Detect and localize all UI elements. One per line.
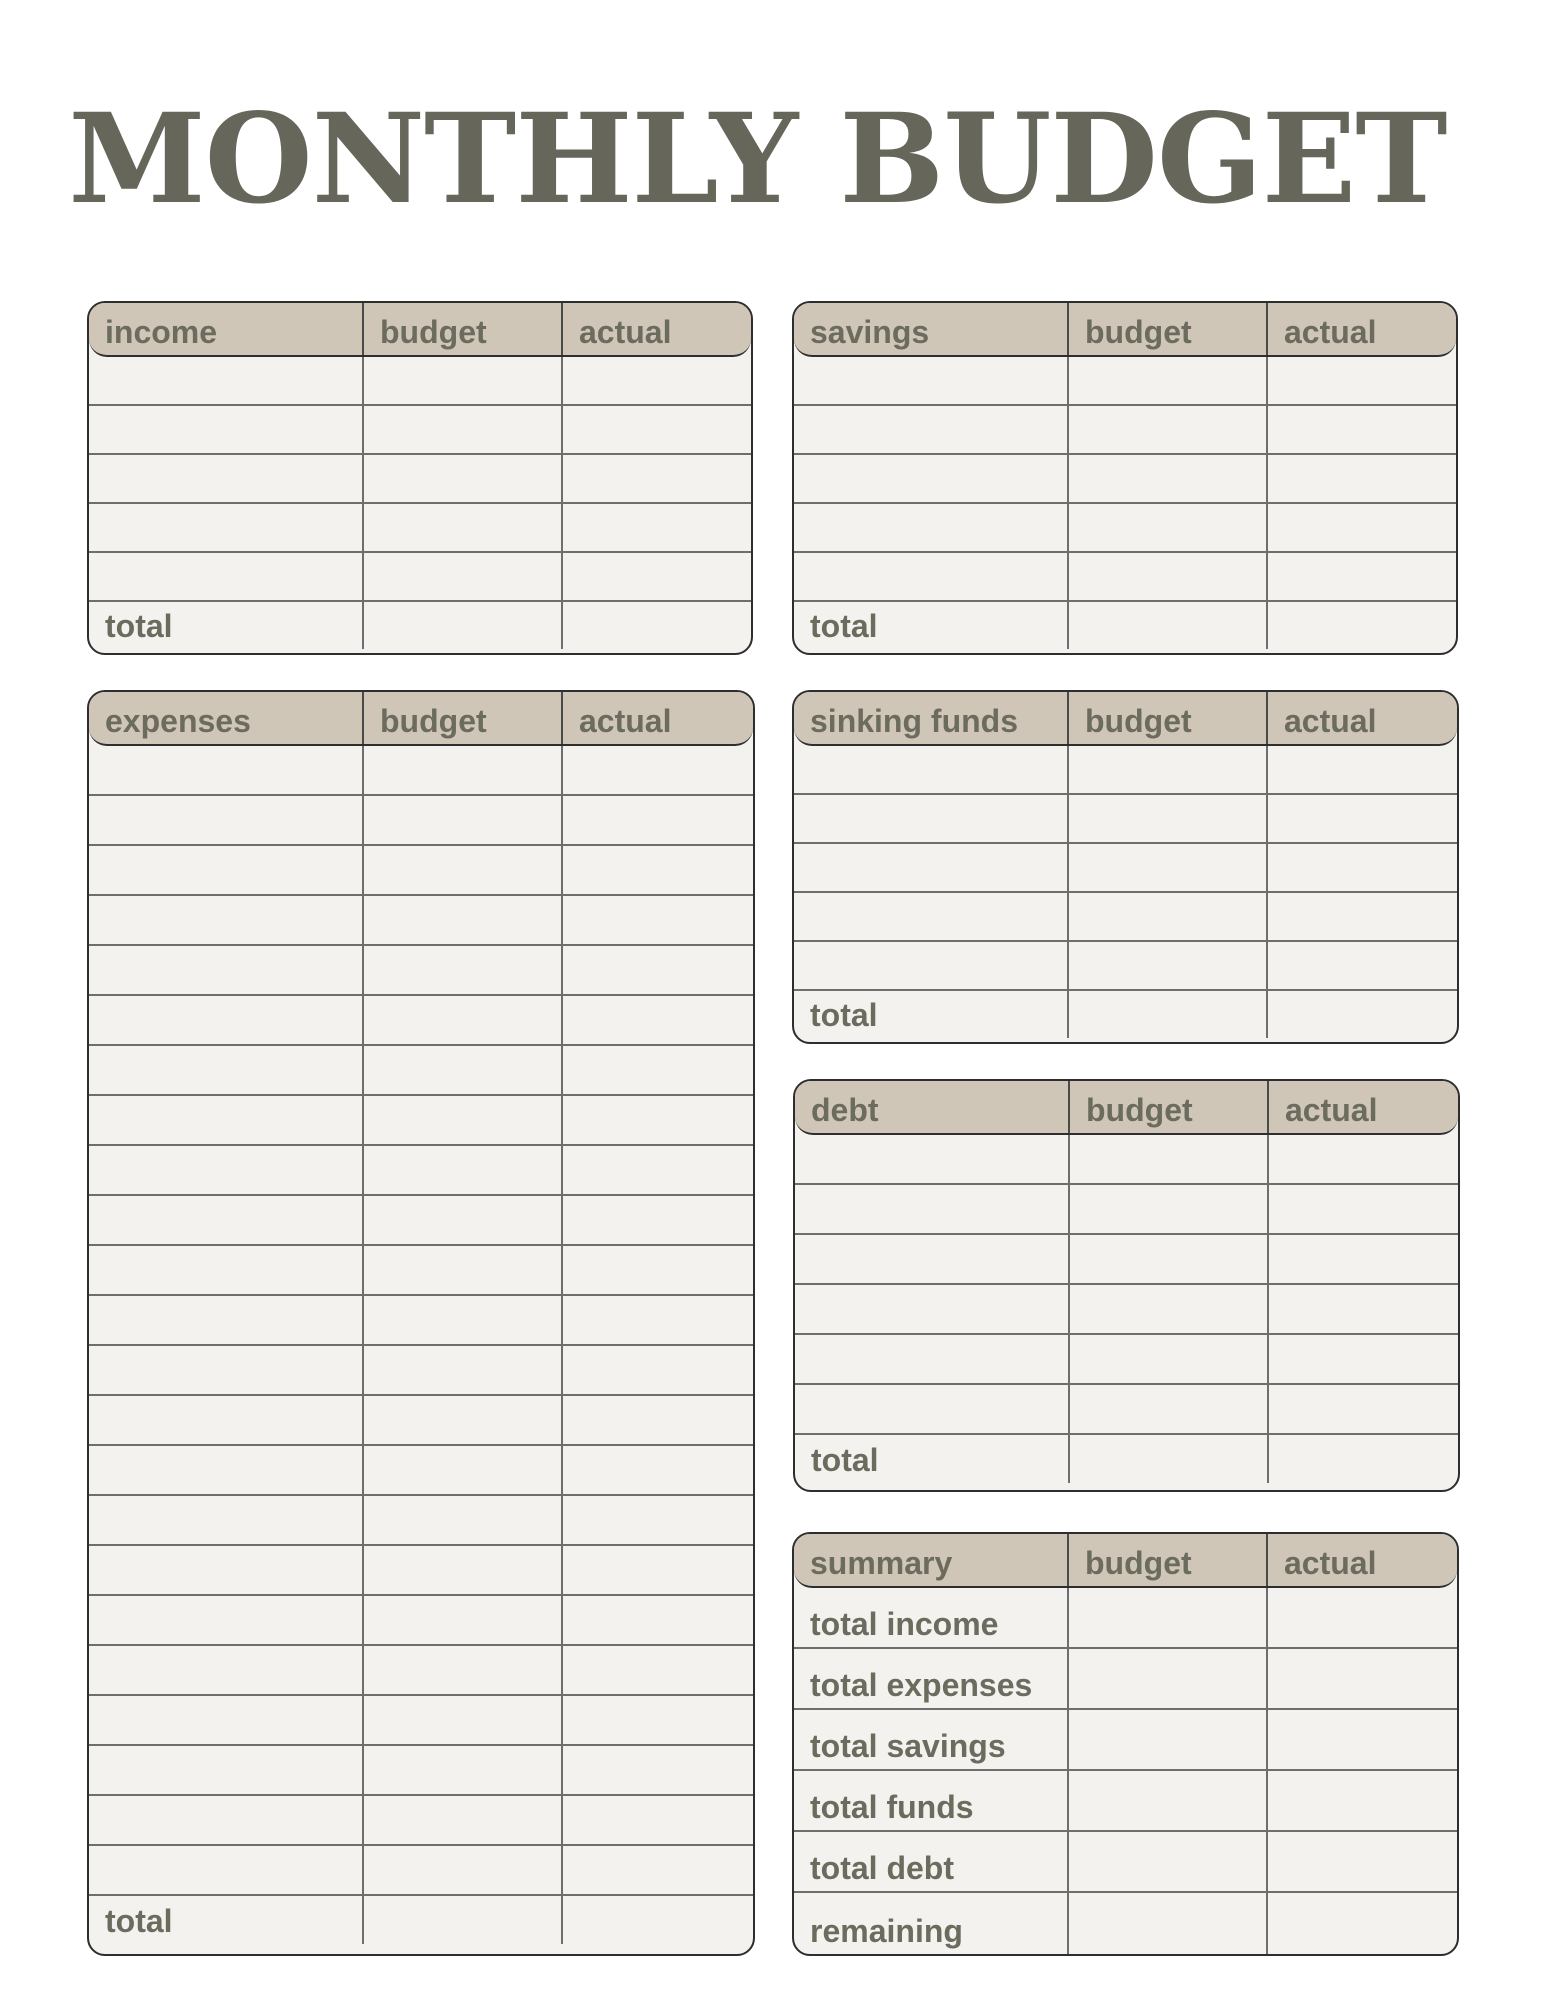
summary-row-label: remaining (794, 1893, 1069, 1954)
debt-actual-cell[interactable] (1269, 1185, 1458, 1233)
sinking-funds-row (794, 942, 1457, 991)
summary-row-label: total debt (794, 1832, 1069, 1891)
summary-row (794, 1771, 1457, 1832)
expenses-row-label[interactable] (89, 996, 364, 1044)
expenses-row-label[interactable] (89, 846, 364, 894)
expenses-row-label[interactable] (89, 1496, 364, 1544)
savings-header (794, 303, 1456, 357)
expenses-row (89, 1096, 753, 1146)
debt-budget-cell[interactable] (1070, 1285, 1269, 1333)
expenses-actual-cell[interactable] (563, 1696, 753, 1744)
expenses-budget-cell[interactable] (364, 846, 563, 894)
summary-actual-cell[interactable] (1268, 1832, 1457, 1891)
sinking-funds-budget-cell[interactable] (1069, 746, 1268, 793)
income-header (89, 303, 751, 357)
expenses-budget-cell[interactable] (364, 1246, 563, 1294)
sinking-funds-actual-cell[interactable] (1268, 942, 1457, 989)
income-budget-cell[interactable] (364, 357, 563, 404)
savings-row (794, 455, 1456, 504)
expenses-row-label[interactable] (89, 1746, 364, 1794)
expenses-row-label[interactable] (89, 1846, 364, 1894)
expenses-row (89, 1796, 753, 1846)
savings-row (794, 553, 1456, 602)
expenses-row-label[interactable] (89, 1046, 364, 1094)
income-budget-cell[interactable] (364, 455, 563, 502)
savings-budget-cell[interactable] (1069, 455, 1268, 502)
expenses-row-label[interactable] (89, 1246, 364, 1294)
sinking-funds-row-label[interactable] (794, 844, 1069, 891)
income-actual-cell[interactable] (563, 357, 751, 404)
expenses-actual-cell[interactable] (563, 846, 753, 894)
debt-header-debt: debt (795, 1081, 1070, 1133)
sinking-funds-row-label[interactable] (794, 942, 1069, 989)
expenses-actual-cell[interactable] (563, 1896, 753, 1944)
expenses-budget-cell[interactable] (364, 1496, 563, 1544)
summary-actual-cell[interactable] (1268, 1649, 1457, 1708)
expenses-row (89, 1196, 753, 1246)
expenses-row-label[interactable] (89, 1096, 364, 1144)
savings-row-label[interactable] (794, 406, 1069, 453)
expenses-actual-cell[interactable] (563, 1796, 753, 1844)
expenses-budget-cell[interactable] (364, 946, 563, 994)
savings-table (792, 301, 1458, 655)
expenses-budget-cell[interactable] (364, 1196, 563, 1244)
debt-actual-cell[interactable] (1269, 1235, 1458, 1283)
sinking-funds-actual-cell[interactable] (1268, 844, 1457, 891)
sinking-funds-header-actual: actual (1284, 703, 1377, 739)
expenses-row (89, 1646, 753, 1696)
expenses-row-label[interactable] (89, 1596, 364, 1644)
sinking-funds-total-row (794, 991, 1457, 1038)
expenses-budget-cell[interactable] (364, 1096, 563, 1144)
savings-header-budget: budget (1069, 303, 1268, 355)
debt-total-row (795, 1435, 1458, 1483)
debt-row-label[interactable] (795, 1285, 1070, 1333)
summary-budget-cell[interactable] (1069, 1771, 1268, 1830)
debt-header-budget: budget (1070, 1081, 1269, 1133)
income-actual-cell[interactable] (563, 553, 751, 600)
savings-body (794, 357, 1456, 649)
savings-budget-cell[interactable] (1069, 602, 1268, 649)
summary-actual-cell[interactable] (1268, 1588, 1457, 1647)
savings-total-label: total (794, 602, 1069, 649)
sinking-funds-budget-cell[interactable] (1069, 991, 1268, 1038)
expenses-actual-cell[interactable] (563, 796, 753, 844)
sinking-funds-total-label: total (794, 991, 1069, 1038)
expenses-header-actual: actual (579, 703, 672, 739)
expenses-actual-cell[interactable] (563, 1746, 753, 1794)
summary-row (794, 1893, 1457, 1954)
savings-row-label[interactable] (794, 553, 1069, 600)
summary-budget-cell[interactable] (1069, 1588, 1268, 1647)
savings-row-label[interactable] (794, 357, 1069, 404)
debt-budget-cell[interactable] (1070, 1335, 1269, 1383)
expenses-budget-cell[interactable] (364, 1296, 563, 1344)
expenses-budget-cell[interactable] (364, 1546, 563, 1594)
debt-budget-cell[interactable] (1070, 1435, 1269, 1483)
expenses-row (89, 1746, 753, 1796)
expenses-header-expenses: expenses (89, 692, 364, 744)
expenses-budget-cell[interactable] (364, 1746, 563, 1794)
summary-row-label: total funds (794, 1771, 1069, 1830)
debt-actual-cell[interactable] (1269, 1135, 1458, 1183)
expenses-budget-cell[interactable] (364, 1046, 563, 1094)
debt-table (793, 1079, 1460, 1492)
expenses-budget-cell[interactable] (364, 1696, 563, 1744)
summary-header-budget: budget (1069, 1534, 1268, 1586)
summary-actual-cell[interactable] (1268, 1771, 1457, 1830)
expenses-budget-cell[interactable] (364, 996, 563, 1044)
debt-budget-cell[interactable] (1070, 1185, 1269, 1233)
debt-budget-cell[interactable] (1070, 1135, 1269, 1183)
summary-row-label: total savings (794, 1710, 1069, 1769)
debt-total-label: total (795, 1435, 1070, 1483)
summary-row (794, 1710, 1457, 1771)
income-budget-cell[interactable] (364, 602, 563, 649)
income-body (89, 357, 751, 649)
income-budget-cell[interactable] (364, 406, 563, 453)
savings-actual-cell[interactable] (1268, 406, 1456, 453)
summary-header-actual: actual (1284, 1545, 1377, 1581)
expenses-row-label[interactable] (89, 746, 364, 794)
expenses-row-label[interactable] (89, 1346, 364, 1394)
income-actual-cell[interactable] (563, 602, 751, 649)
sinking-funds-budget-cell[interactable] (1069, 795, 1268, 842)
summary-row (794, 1832, 1457, 1893)
expenses-budget-cell[interactable] (364, 1846, 563, 1894)
sinking-funds-actual-cell[interactable] (1268, 991, 1457, 1038)
debt-header (795, 1081, 1458, 1135)
expenses-actual-cell[interactable] (563, 1846, 753, 1894)
expenses-row-label[interactable] (89, 1696, 364, 1744)
expenses-row (89, 1296, 753, 1346)
expenses-budget-cell[interactable] (364, 1446, 563, 1494)
summary-row (794, 1649, 1457, 1710)
expenses-total-row (89, 1896, 753, 1944)
expenses-row (89, 1546, 753, 1596)
debt-row (795, 1235, 1458, 1285)
income-row (89, 406, 751, 455)
expenses-budget-cell[interactable] (364, 1896, 563, 1944)
savings-actual-cell[interactable] (1268, 602, 1456, 649)
expenses-row (89, 1046, 753, 1096)
expenses-row (89, 1146, 753, 1196)
expenses-actual-cell[interactable] (563, 1196, 753, 1244)
sinking-funds-header-budget: budget (1069, 692, 1268, 744)
expenses-row-label[interactable] (89, 1196, 364, 1244)
expenses-row (89, 1496, 753, 1546)
debt-header-actual: actual (1285, 1092, 1378, 1128)
income-row-label[interactable] (89, 455, 364, 502)
expenses-actual-cell[interactable] (563, 1396, 753, 1444)
savings-actual-cell[interactable] (1268, 553, 1456, 600)
expenses-row-label[interactable] (89, 1146, 364, 1194)
savings-actual-cell[interactable] (1268, 504, 1456, 551)
sinking-funds-budget-cell[interactable] (1069, 844, 1268, 891)
income-row-label[interactable] (89, 357, 364, 404)
summary-table (792, 1532, 1459, 1956)
sinking-funds-row-label[interactable] (794, 795, 1069, 842)
savings-row-label[interactable] (794, 504, 1069, 551)
expenses-header-budget: budget (364, 692, 563, 744)
income-row (89, 357, 751, 406)
summary-budget-cell[interactable] (1069, 1832, 1268, 1891)
savings-budget-cell[interactable] (1069, 357, 1268, 404)
sinking-funds-table (792, 690, 1459, 1044)
expenses-row (89, 846, 753, 896)
income-header-actual: actual (579, 314, 672, 350)
expenses-row (89, 1346, 753, 1396)
sinking-funds-budget-cell[interactable] (1069, 942, 1268, 989)
sinking-funds-row-label[interactable] (794, 746, 1069, 793)
expenses-budget-cell[interactable] (364, 1646, 563, 1694)
income-actual-cell[interactable] (563, 504, 751, 551)
sinking-funds-row-label[interactable] (794, 893, 1069, 940)
income-row (89, 553, 751, 602)
savings-budget-cell[interactable] (1069, 406, 1268, 453)
expenses-row (89, 1246, 753, 1296)
expenses-row (89, 946, 753, 996)
expenses-row (89, 1596, 753, 1646)
sinking-funds-actual-cell[interactable] (1268, 746, 1457, 793)
savings-header-actual: actual (1284, 314, 1377, 350)
expenses-budget-cell[interactable] (364, 1146, 563, 1194)
expenses-row-label[interactable] (89, 1296, 364, 1344)
expenses-budget-cell[interactable] (364, 796, 563, 844)
expenses-actual-cell[interactable] (563, 1246, 753, 1294)
expenses-budget-cell[interactable] (364, 1796, 563, 1844)
savings-budget-cell[interactable] (1069, 553, 1268, 600)
savings-actual-cell[interactable] (1268, 455, 1456, 502)
debt-row-label[interactable] (795, 1335, 1070, 1383)
expenses-actual-cell[interactable] (563, 1296, 753, 1344)
page-title: MONTHLY BUDGET (68, 87, 1447, 232)
savings-row (794, 357, 1456, 406)
debt-budget-cell[interactable] (1070, 1235, 1269, 1283)
income-row-label[interactable] (89, 504, 364, 551)
expenses-table (87, 690, 755, 1956)
income-row (89, 455, 751, 504)
expenses-row (89, 796, 753, 846)
expenses-row-label[interactable] (89, 796, 364, 844)
expenses-row-label[interactable] (89, 946, 364, 994)
income-budget-cell[interactable] (364, 553, 563, 600)
income-table (87, 301, 753, 655)
expenses-header (89, 692, 753, 746)
sinking-funds-header (794, 692, 1457, 746)
expenses-actual-cell[interactable] (563, 1546, 753, 1594)
summary-header-summary: summary (794, 1534, 1069, 1586)
expenses-budget-cell[interactable] (364, 1596, 563, 1644)
income-row-label[interactable] (89, 553, 364, 600)
income-total-label: total (89, 602, 364, 649)
summary-budget-cell[interactable] (1069, 1649, 1268, 1708)
debt-row (795, 1135, 1458, 1185)
expenses-row-label[interactable] (89, 1396, 364, 1444)
summary-budget-cell[interactable] (1069, 1893, 1268, 1954)
expenses-actual-cell[interactable] (563, 1596, 753, 1644)
savings-total-row (794, 602, 1456, 649)
debt-actual-cell[interactable] (1269, 1435, 1458, 1483)
summary-actual-cell[interactable] (1268, 1710, 1457, 1769)
sinking-funds-row (794, 795, 1457, 844)
expenses-row-label[interactable] (89, 896, 364, 944)
sinking-funds-body (794, 746, 1457, 1038)
expenses-body (89, 746, 753, 1944)
expenses-row (89, 1446, 753, 1496)
debt-actual-cell[interactable] (1269, 1385, 1458, 1433)
summary-row-label: total expenses (794, 1649, 1069, 1708)
expenses-row (89, 996, 753, 1046)
debt-row-label[interactable] (795, 1385, 1070, 1433)
debt-row (795, 1185, 1458, 1235)
debt-row (795, 1335, 1458, 1385)
debt-actual-cell[interactable] (1269, 1285, 1458, 1333)
sinking-funds-actual-cell[interactable] (1268, 795, 1457, 842)
summary-budget-cell[interactable] (1069, 1710, 1268, 1769)
expenses-actual-cell[interactable] (563, 746, 753, 794)
expenses-actual-cell[interactable] (563, 996, 753, 1044)
income-row (89, 504, 751, 553)
expenses-budget-cell[interactable] (364, 1346, 563, 1394)
expenses-total-label: total (89, 1896, 364, 1944)
sinking-funds-row (794, 893, 1457, 942)
expenses-actual-cell[interactable] (563, 1496, 753, 1544)
expenses-actual-cell[interactable] (563, 896, 753, 944)
expenses-budget-cell[interactable] (364, 896, 563, 944)
expenses-actual-cell[interactable] (563, 946, 753, 994)
expenses-row-label[interactable] (89, 1646, 364, 1694)
debt-budget-cell[interactable] (1070, 1385, 1269, 1433)
expenses-actual-cell[interactable] (563, 1646, 753, 1694)
expenses-actual-cell[interactable] (563, 1046, 753, 1094)
expenses-row-label[interactable] (89, 1446, 364, 1494)
debt-row (795, 1385, 1458, 1435)
expenses-actual-cell[interactable] (563, 1446, 753, 1494)
sinking-funds-budget-cell[interactable] (1069, 893, 1268, 940)
expenses-row (89, 1846, 753, 1896)
sinking-funds-actual-cell[interactable] (1268, 893, 1457, 940)
income-actual-cell[interactable] (563, 406, 751, 453)
savings-row (794, 406, 1456, 455)
savings-row-label[interactable] (794, 455, 1069, 502)
income-row-label[interactable] (89, 406, 364, 453)
savings-header-savings: savings (794, 303, 1069, 355)
income-total-row (89, 602, 751, 649)
debt-row-label[interactable] (795, 1135, 1070, 1183)
debt-row-label[interactable] (795, 1235, 1070, 1283)
debt-row (795, 1285, 1458, 1335)
expenses-actual-cell[interactable] (563, 1146, 753, 1194)
expenses-row (89, 896, 753, 946)
summary-row-label: total income (794, 1588, 1069, 1647)
expenses-row (89, 1696, 753, 1746)
debt-actual-cell[interactable] (1269, 1335, 1458, 1383)
debt-body (795, 1135, 1458, 1483)
summary-row (794, 1588, 1457, 1649)
savings-row (794, 504, 1456, 553)
expenses-row (89, 1396, 753, 1446)
expenses-actual-cell[interactable] (563, 1096, 753, 1144)
income-actual-cell[interactable] (563, 455, 751, 502)
expenses-budget-cell[interactable] (364, 1396, 563, 1444)
summary-actual-cell[interactable] (1268, 1893, 1457, 1954)
expenses-row-label[interactable] (89, 1796, 364, 1844)
income-header-income: income (89, 303, 364, 355)
expenses-row (89, 746, 753, 796)
expenses-budget-cell[interactable] (364, 746, 563, 794)
sinking-funds-row (794, 844, 1457, 893)
savings-budget-cell[interactable] (1069, 504, 1268, 551)
income-header-budget: budget (364, 303, 563, 355)
income-budget-cell[interactable] (364, 504, 563, 551)
summary-header (794, 1534, 1457, 1588)
summary-body (794, 1588, 1457, 1954)
sinking-funds-row (794, 746, 1457, 795)
sinking-funds-header-sinking-funds: sinking funds (794, 692, 1069, 744)
savings-actual-cell[interactable] (1268, 357, 1456, 404)
debt-row-label[interactable] (795, 1185, 1070, 1233)
expenses-actual-cell[interactable] (563, 1346, 753, 1394)
expenses-row-label[interactable] (89, 1546, 364, 1594)
